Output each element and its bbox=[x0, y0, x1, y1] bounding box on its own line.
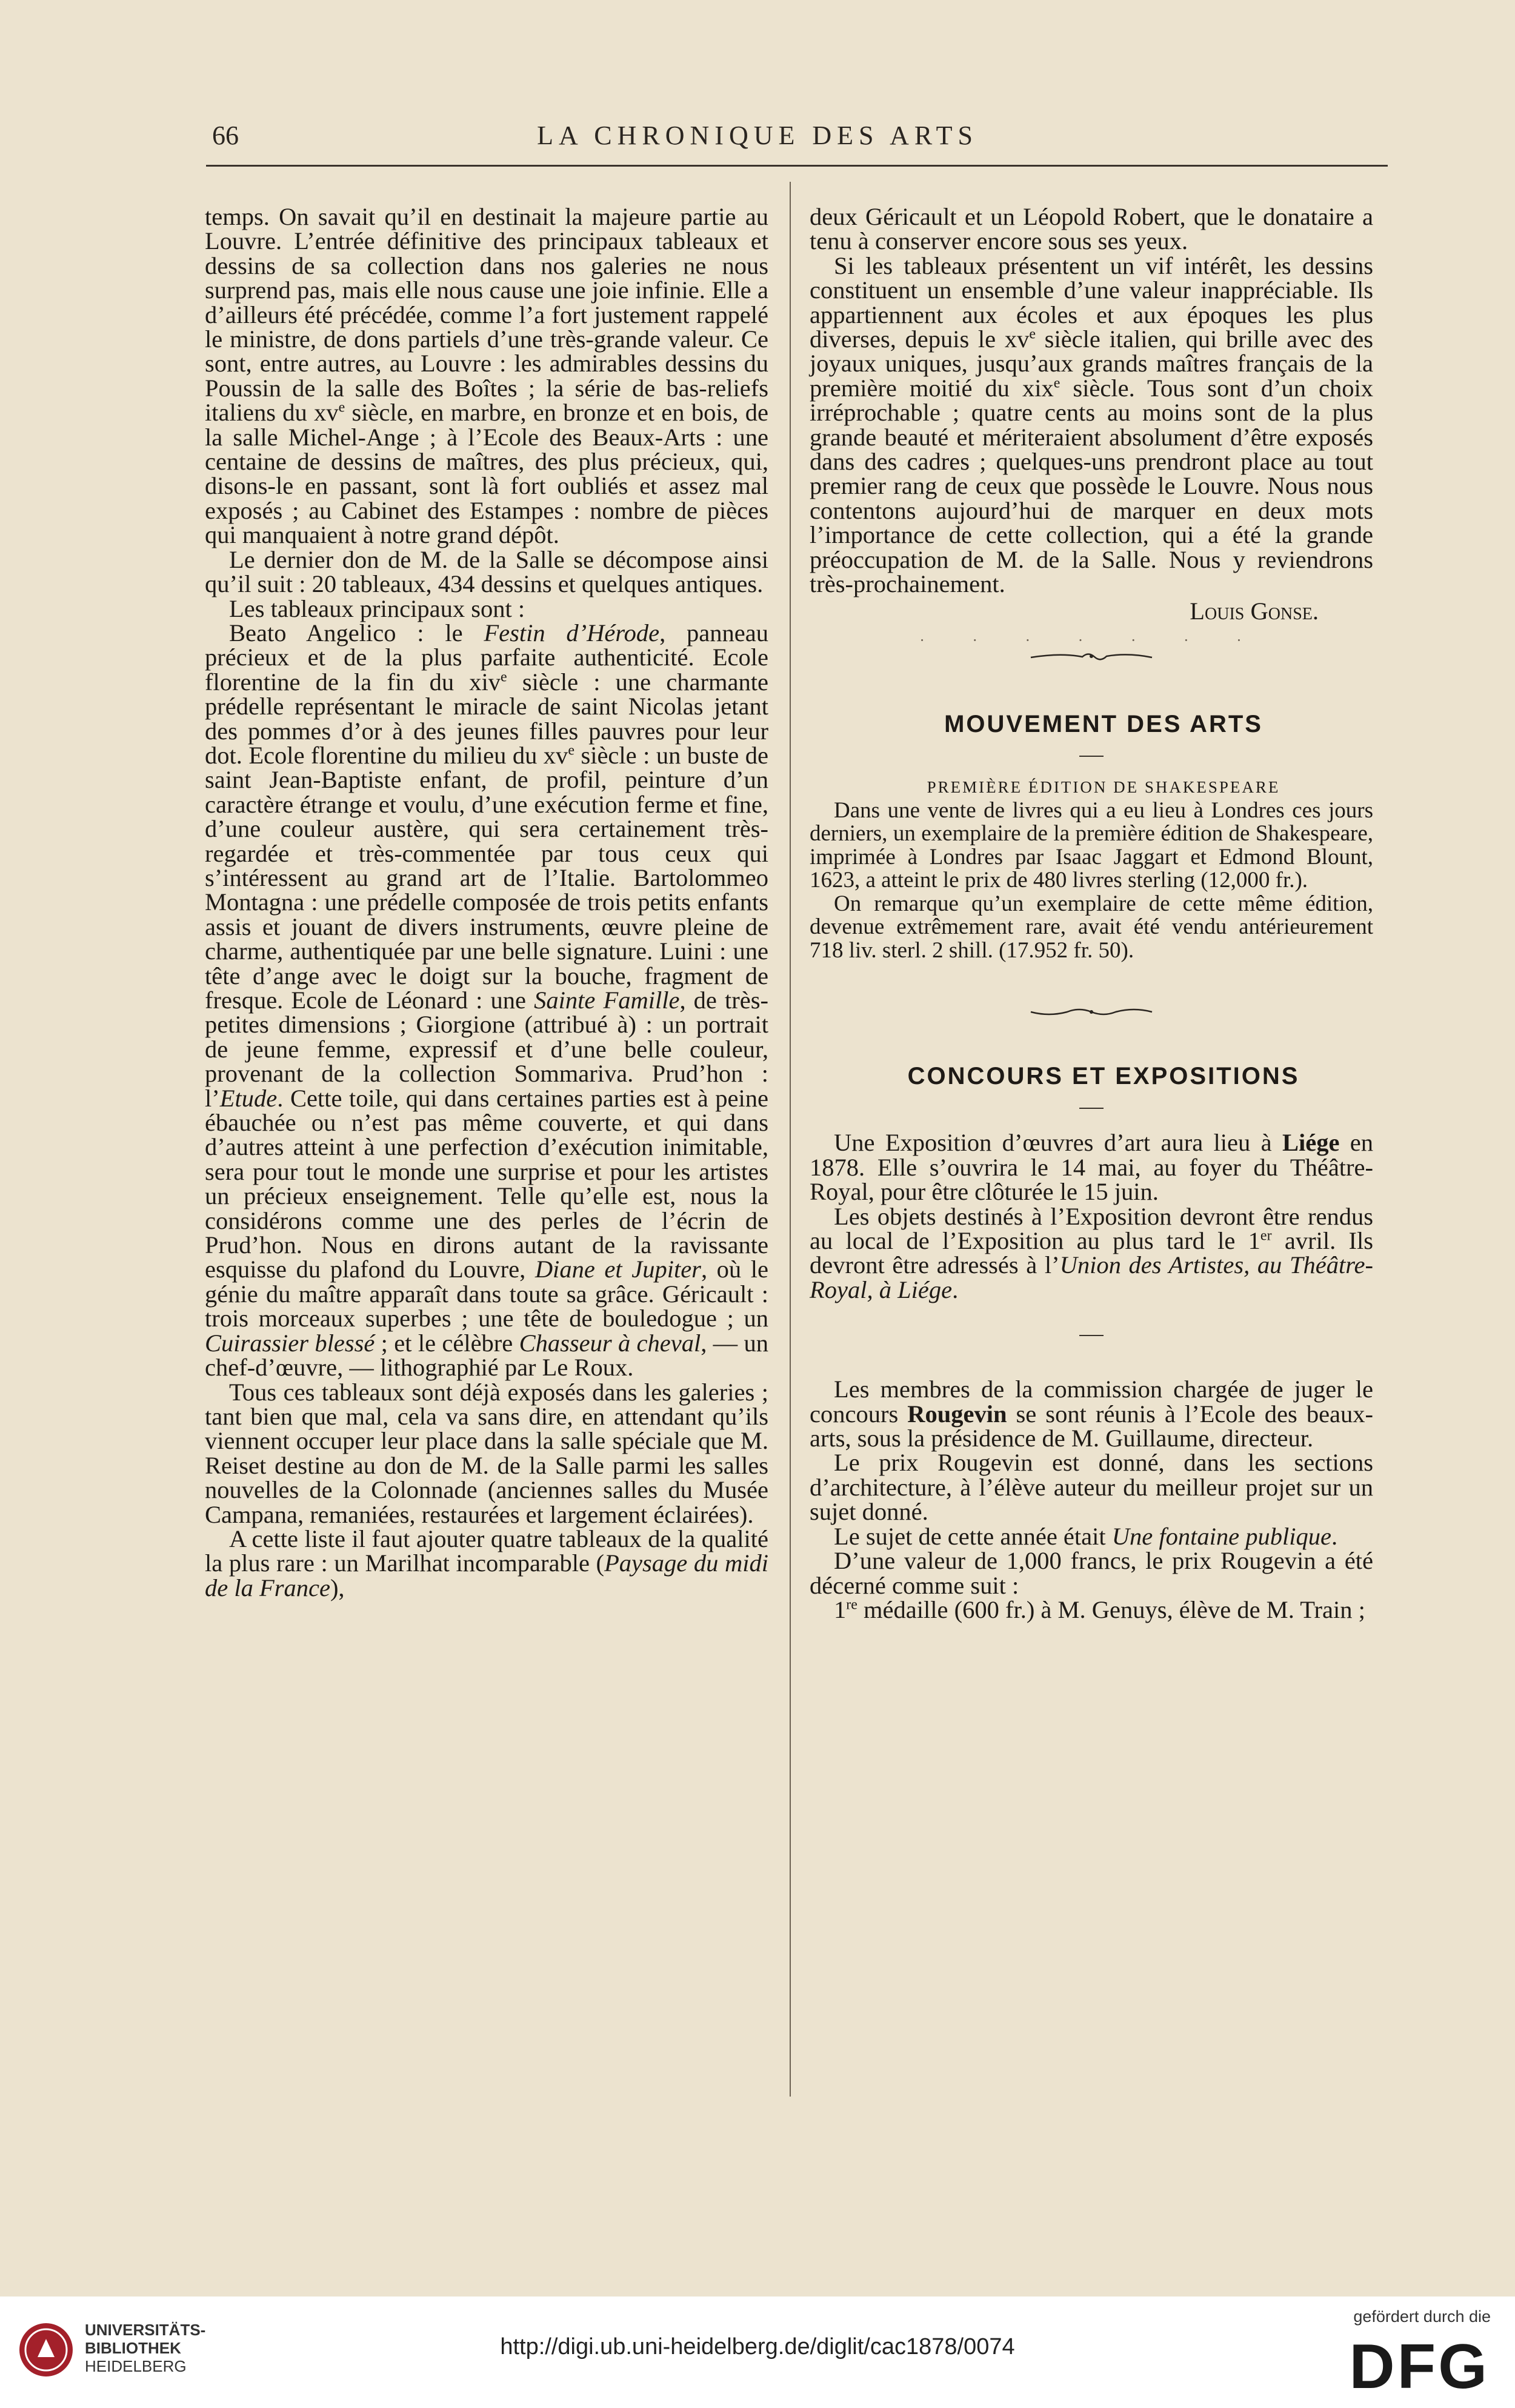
column-rule bbox=[790, 182, 791, 2097]
left-column-text bbox=[205, 205, 768, 1600]
library-name: UNIVERSITÄTS- BIBLIOTHEK HEIDELBERG bbox=[85, 2321, 206, 2375]
source-url-link[interactable]: http://digi.ub.uni-heidelberg.de/diglit/cac1878/0074 bbox=[500, 2334, 1015, 2360]
right-column-intro bbox=[810, 205, 1373, 597]
liege-article bbox=[810, 1131, 1373, 1302]
funder-label: gefördert durch die bbox=[1353, 2307, 1491, 2326]
rougevin-article bbox=[810, 1377, 1373, 1622]
left-column bbox=[205, 205, 768, 1600]
paragraph: Les objets destinés à l’Exposition devront être rendus au local de l’Exposition au plus tard le 1er avril. Ils devront être adressés à l’Union des Artistes, au Théâtre-Royal, à Liége. bbox=[810, 1202, 1374, 1303]
paragraph: 1re médaille (600 fr.) à M. Genuys, élève de M. Train ; bbox=[834, 1595, 1365, 1623]
page-number: 66 bbox=[212, 121, 239, 150]
paragraph: Les tableaux principaux sont : bbox=[229, 594, 525, 622]
flourish-ornament bbox=[1025, 649, 1158, 664]
paragraph: Beato Angelico : le Festin d’Hérode, panneau précieux et de la plus parfaite authenticité. Ecole florentine de la fin du xiv$^e$ siècle : une charmante prédelle représentant le miracle de saint Nicolas jetant des pommes d’or à des jeunes filles pauvres pour leur dot. Ecole florentine du milieu du $xv^e$ siècle : un buste de saint Jean-Baptiste enfant, de profil, peinture d’un caractère étrange et voulu, d’une exécution ferme et fine, d’une couleur austère, qui sera certainement très-regardée et très-commentée par tous ceux qui s’intéressent au grand art de l’Italie. Bartolommeo Montagna : une prédelle composée de trois petits enfants assis et jouant de divers instruments, œuvre pleine de charme, authentiquée par une belle signature. Luini : une tête d’ange avec le doigt sur la bouche, fragment de fresque. Ecole de Léonard : une Sainte Famille, de très-petites dimensions ; Giorgione (attribué à) : un portrait de jeune femme, expressif et d’une belle couleur, provenant de la collection Sommariva. Prud’hon : l’Etude. Cette toile, qui dans certaines parties est à peine ébauchée ou n’est pas même couverte, et qui dans d’autres atteint à une perfection d’exécution inimitable, sera pour tout le monde une surprise et pour les artistes un précieux enseignement. Telle qu’elle est, nous la considérons comme une des perles de l’écrin de Prud’hon. Nous en dirons autant de la ravissante esquisse du plafond du Louvre, Diane et Jupiter, où le génie du maître apparaît dans toute sa grâce. Géricault : trois morceaux superbes ; une tête de bouledogue ; un Cuirassier blessé ; et le célèbre Chasseur à cheval, — un chef-d’œuvre, — lithographié par Le Roux. bbox=[205, 619, 769, 1382]
paragraph: Le prix Rougevin est donné, dans les sections d’architecture, à l’élève auteur du meilleur projet sur un sujet donné. bbox=[810, 1449, 1373, 1526]
flourish-ornament-2 bbox=[1025, 1005, 1158, 1019]
paragraph: Si les tableaux présentent un vif intérêt, les dessins constituent un ensemble d’une valeur inappréciable. Ils appartiennent aux écoles et aux époques les plus diverses, depuis le $xv^e$ siècle italien, qui brille avec des joyaux uniques, jusqu’aux grands maîtres français de la première moitié du xix$^e$ siècle. Tous sont d’un choix irréprochable ; quatre cents au moins sont de la plus grande beauté et mériteraient absolument d’être exposés dans des cadres ; quelques-uns prendront place au tout premier rang de ceux que possède le Louvre. Nous nous contentons aujourd’hui de marquer en deux mots l’importance de cette collection, qui a été la grande préoccupation de M. de la Salle. Nous y reviendrons très-prochainement. bbox=[810, 251, 1373, 598]
paragraph: Tous ces tableaux sont déjà exposés dans les galeries ; tant bien que mal, cela va sans dire, en attendant qu’ils viennent occuper leur place dans la salle spéciale que M. Reiset destine au don de M. de la Salle parmi les salles nouvelles de la Colonnade (anciennes salles du Musée Campana, remaniées, restaurées et largement éclairées). bbox=[205, 1378, 768, 1528]
paragraph: Les membres de la commission chargée de juger le concours Rougevin se sont réunis à l’Ecole des beaux-arts, sous la présidence de M. Guillaume, directeur. bbox=[810, 1375, 1374, 1452]
footer-bar bbox=[0, 2297, 1515, 2408]
paragraph: D’une valeur de 1,000 francs, le prix Rougevin a été décerné comme suit : bbox=[810, 1547, 1373, 1599]
paragraph: temps. On savait qu’il en destinait la majeure partie au Louvre. L’entrée définitive des principaux tableaux et dessins de sa collection dans nos galeries ne nous surprend pas, mais elle nous cause une joie infinie. Elle a d’ailleurs été précédée, comme l’a fort justement rappelé le ministre, de dons partiels d’une très-grande valeur. Ce sont, entre autres, au Louvre : les admirables dessins du Poussin de la salle des Boîtes ; la série de bas-reliefs italiens du $xv^e$ siècle, en marbre, en bronze et en bois, de la salle Michel-Ange ; à l’Ecole des Beaux-Arts : une centaine de dessins de maîtres, des plus précieux, qui, disons-le en passant, sont là fort oubliés et assez mal exposés ; au Cabinet des Estampes : nombre de pièces qui manquaient à notre grand dépôt. bbox=[205, 203, 768, 549]
author-signature: Louis Gonse. bbox=[1190, 597, 1319, 625]
dfg-logo: DFG bbox=[1349, 2332, 1490, 2402]
right-column bbox=[810, 205, 1373, 1622]
section-title-concours: CONCOURS ET EXPOSITIONS bbox=[907, 1063, 1300, 1090]
paragraph: Dans une vente de livres qui a eu lieu à Londres ces jours derniers, un exemplaire de la première édition de Shakespeare, imprimée à Londres par Isaac Jaggart et Edmond Blount, 1623, a atteint le prix de 480 livres sterling (12,000 fr.). bbox=[810, 797, 1373, 893]
paragraph: On remarque qu’un exemplaire de cette même édition, devenue extrêmement rare, avait été vendu antérieurement 718 liv. sterl. 2 shill. (17.952 fr. 50). bbox=[810, 891, 1373, 963]
header-rule bbox=[206, 165, 1388, 167]
shakespeare-article bbox=[810, 799, 1373, 963]
paragraph: A cette liste il faut ajouter quatre tableaux de la qualité la plus rare : un Marilhat incomparable (Paysage du midi de la France), bbox=[205, 1525, 768, 1601]
paragraph: Le sujet de cette année était Une fontaine publique. bbox=[834, 1522, 1338, 1550]
paragraph: Le dernier don de M. de la Salle se décompose ainsi qu’il suit : 20 tableaux, 434 dessins et quelques antiques. bbox=[205, 545, 768, 598]
paragraph: Une Exposition d’œuvres d’art aura lieu à Liége en 1878. Elle s’ouvrira le 14 mai, au foyer du Théâtre-Royal, pour être clôturée le 15 juin. bbox=[810, 1129, 1373, 1206]
dotted-separator: · · · · · · · bbox=[919, 631, 1264, 649]
paragraph: deux Géricault et un Léopold Robert, que le donataire a tenu à conserver encore sous ses yeux. bbox=[810, 203, 1373, 255]
running-title: LA CHRONIQUE DES ARTS bbox=[537, 121, 978, 150]
article-subtitle: PREMIÈRE ÉDITION DE SHAKESPEARE bbox=[927, 777, 1280, 796]
section-title-mouvement: MOUVEMENT DES ARTS bbox=[944, 710, 1263, 737]
